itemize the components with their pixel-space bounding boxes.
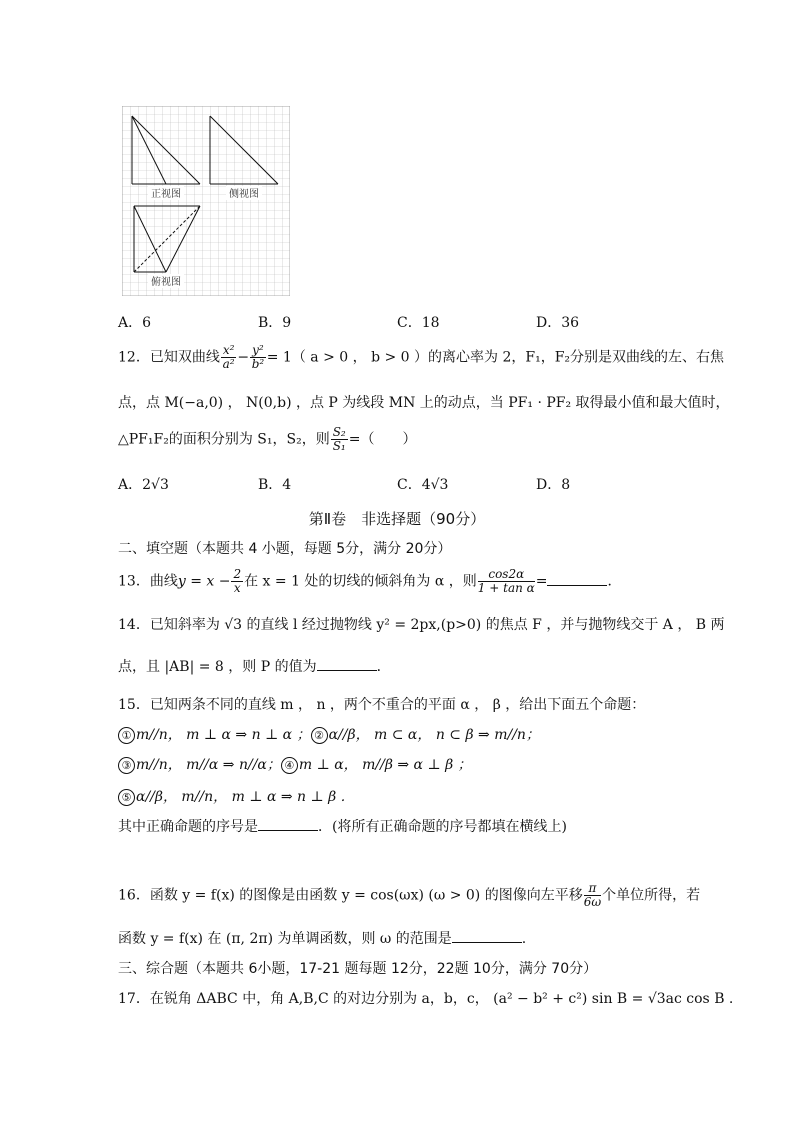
q11-option-a[interactable]: A．6 <box>118 315 152 331</box>
q12-line2: 点，点 M(−a,0) ， N(0,b) ，点 P 为线段 MN 上的动点，当 PF₁ · PF₂ 取得最小值和最大值时， <box>118 395 730 411</box>
q12-option-a[interactable]: A．2√3 <box>118 477 169 493</box>
q11-option-c[interactable]: C．18 <box>397 315 440 331</box>
q14-line1: 14．已知斜率为 √3 的直线 l 经过抛物线 y² = 2px,(p>0) 的焦点 F ，并与抛物线交于 A ， B 两 <box>118 617 725 633</box>
q15-tail: 其中正确命题的序号是 ．(将所有正确命题的序号都填在横线上) <box>118 819 567 835</box>
q12-line1: 12．已知双曲线 $\frac{\text{x²}}{\text{a²}}$ − $\frac{\text{y²}}{\text{b²}}$ = 1（ a > 0 ， b > 0 ）的离心率为 2，F₁，F₂分别是双曲线的左、右焦 <box>118 343 725 371</box>
q12-line3: △PF₁F₂的面积分别为 S₁，S₂，则 $\frac{\text{S₂}}{\text{S₁}}$ =（ ） <box>118 425 417 453</box>
q11-options <box>118 312 678 332</box>
q12-option-c[interactable]: C．4√3 <box>397 477 449 493</box>
front-view-label: 正视图 <box>151 189 181 200</box>
q15-row2: ③ m//n， m//α ⇒ n//α； ④ m ⊥ α， m//β ⇒ α ⊥ β ； <box>118 754 472 774</box>
part2-title: 第Ⅱ卷 非选择题（90分） <box>308 510 486 528</box>
q14-answer-blank[interactable] <box>317 658 377 671</box>
q15-intro: 15．已知两条不同的直线 m ， n ，两个不重合的平面 α ， β ，给出下面五个命题： <box>118 697 646 713</box>
q13: 13．曲线y = x − $\frac{2}{x}$ 在 x = 1 处的切线的倾斜角为 α ，则 $\frac{\cos 2\alpha}{\text{1 + tan α}}$ = ． <box>118 567 622 595</box>
three-view-figure <box>122 106 290 296</box>
q16-answer-blank[interactable] <box>452 930 522 943</box>
q15-row1: ① m//n， m ⊥ α ⇒ n ⊥ α ； ② α//β， m ⊂ α， n ⊂ β ⇒ m//n； <box>118 724 540 744</box>
section3-heading: 三、综合题（本题共 6小题，17-21 题每题 12分，22题 10分，满分 70分） <box>118 961 598 977</box>
top-view-label: 俯视图 <box>151 277 181 288</box>
q15-answer-blank[interactable] <box>258 818 318 831</box>
q14-line2: 点，且 |AB| = 8 ，则 P 的值为 ． <box>118 659 391 675</box>
side-view-label: 侧视图 <box>229 189 259 200</box>
section2-heading: 二、填空题（本题共 4 小题，每题 5分，满分 20分） <box>118 541 452 557</box>
q17: 17．在锐角 ΔABC 中，角 A,B,C 的对边分别为 a，b，c， (a² − b² + c²) sin B = √3ac cos B . <box>118 991 734 1007</box>
q15-row3: ⑤ α//β， m//n， m ⊥ α ⇒ n ⊥ β ． <box>118 786 355 806</box>
q13-answer-blank[interactable] <box>547 573 607 586</box>
q12-option-b[interactable]: B．4 <box>258 477 292 493</box>
q11-option-d[interactable]: D．36 <box>536 315 580 331</box>
q16-line2: 函数 y = f(x) 在 (π, 2π) 为单调函数，则 ω 的范围是 . <box>118 931 527 947</box>
q16-line1: 16．函数 y = f(x) 的图像是由函数 y = cos(ωx) (ω > 0) 的图像向左平移 $\frac{\pi}{6\omega}$ 个单位所得，若 <box>118 881 701 909</box>
q12-options <box>118 474 678 494</box>
q12-option-d[interactable]: D．8 <box>536 477 571 493</box>
q11-option-b[interactable]: B．9 <box>258 315 292 331</box>
